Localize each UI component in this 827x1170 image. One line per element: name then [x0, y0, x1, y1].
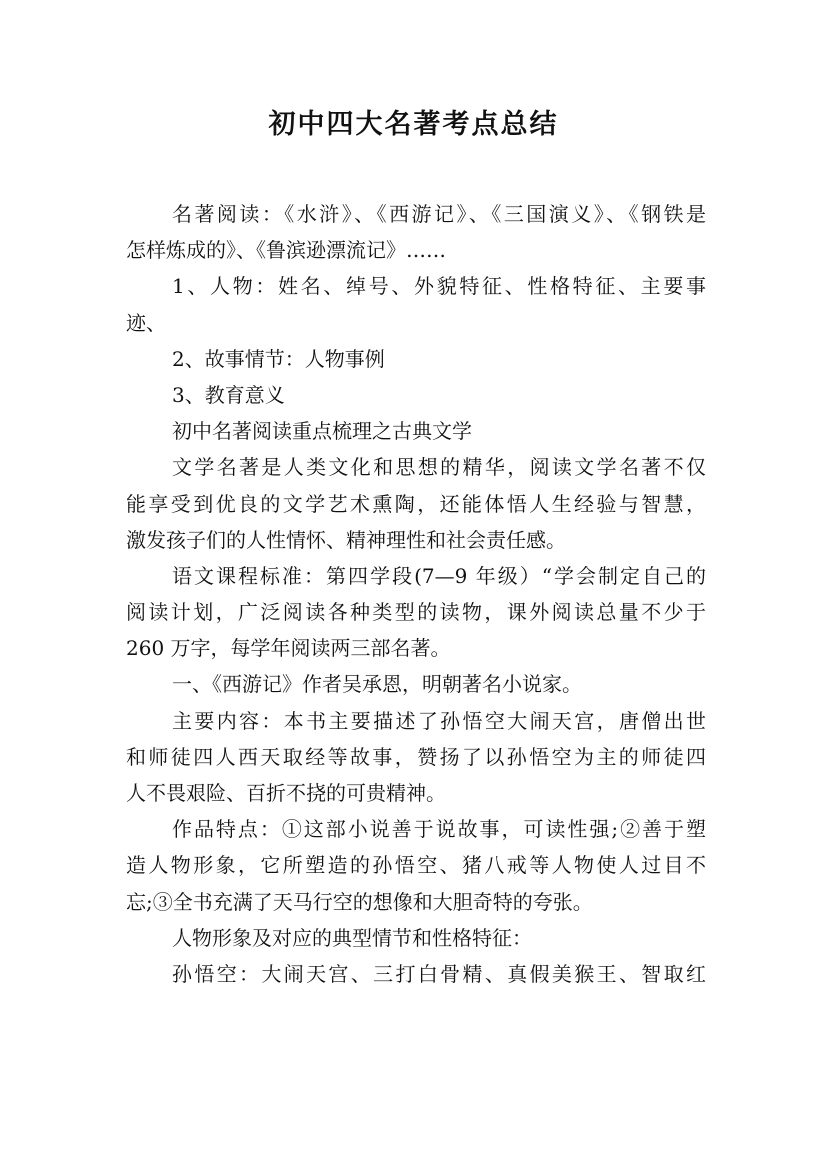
paragraph-line: 作品特点：①这部小说善于说故事，可读性强;②善于塑 — [172, 817, 706, 842]
document-body — [126, 196, 706, 992]
document-title: 初中四大名著考点总结 — [268, 109, 559, 140]
paragraph-line: 语文课程标准：第四学段(7—9 年级）“学会制定自己的 — [172, 563, 706, 588]
paragraph-line: 1、人物：姓名、绰号、外貌特征、性格特征、主要事 — [172, 274, 706, 299]
paragraph-line: 迹、 — [126, 310, 166, 335]
paragraph-line: 孙悟空：大闹天宫、三打白骨精、真假美猴王、智取红 — [172, 961, 706, 986]
paragraph-line: 3、教育意义 — [172, 382, 285, 407]
paragraph-line: 一、《西游记》作者吴承恩，明朝著名小说家。 — [172, 672, 582, 697]
paragraph-line: 和师徒四人西天取经等故事，赞扬了以孙悟空为主的师徒四 — [126, 744, 706, 769]
paragraph-line: 造人物形象，它所塑造的孙悟空、猪八戒等人物使人过目不 — [126, 853, 706, 878]
paragraph-line: 人不畏艰险、百折不挠的可贵精神。 — [126, 781, 446, 805]
paragraph-line: 主要内容：本书主要描述了孙悟空大闹天宫，唐僧出世 — [172, 708, 706, 733]
paragraph-line: 文学名著是人类文化和思想的精华，阅读文学名著不仅 — [172, 455, 706, 480]
paragraph-line: 阅读计划，广泛阅读各种类型的读物，课外阅读总量不少于 — [126, 600, 706, 625]
paragraph-line: 激发孩子们的人性情怀、精神理性和社会责任感。 — [126, 527, 566, 552]
paragraph-line: 怎样炼成的》、《鲁滨逊漂流记》…… — [126, 238, 446, 263]
paragraph-line: 能享受到优良的文学艺术熏陶，还能体悟人生经验与智慧， — [126, 491, 706, 516]
paragraph-line: 名著阅读：《水浒》、《西游记》、《三国演义》、《钢铁是 — [172, 202, 706, 226]
paragraph-line: 2、故事情节：人物事例 — [172, 346, 385, 371]
paragraph-line: 260 万字，每学年阅读两三部名著。 — [126, 636, 451, 661]
paragraph-line: 忘;③全书充满了天马行空的想像和大胆奇特的夸张。 — [126, 889, 593, 914]
paragraph-line: 人物形象及对应的典型情节和性格特征： — [172, 925, 532, 950]
section-heading: 初中名著阅读重点梳理之古典文学 — [172, 419, 472, 444]
